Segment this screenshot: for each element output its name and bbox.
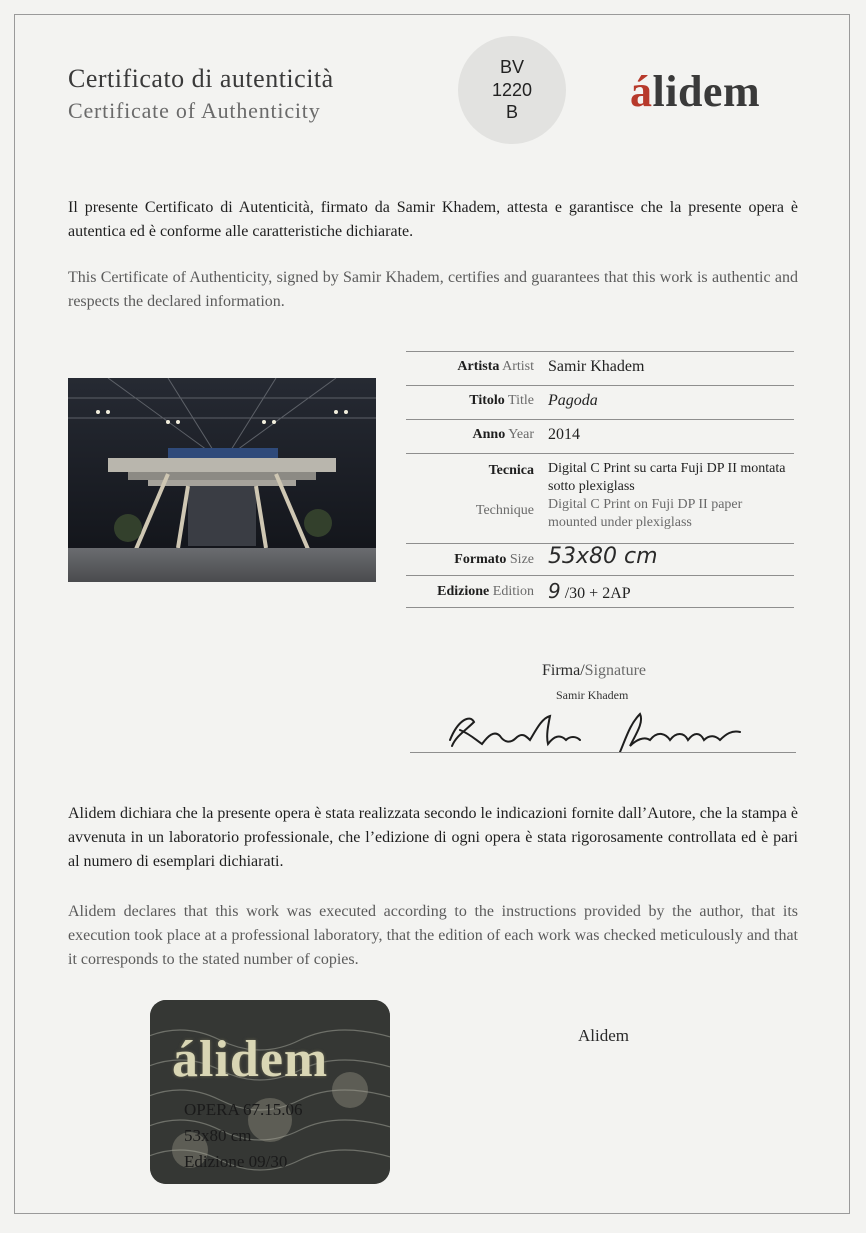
edition-total: /30 + 2AP <box>564 585 631 602</box>
hologram-logo: álidem <box>172 1031 329 1088</box>
title-label: Titolo Title <box>406 386 548 420</box>
title-value: Pagoda <box>548 386 794 420</box>
handwritten-signature <box>430 700 770 770</box>
stamp-line: 1220 <box>491 79 533 100</box>
size-label: Formato Size <box>406 544 548 576</box>
table-row <box>406 386 794 420</box>
hologram-seal <box>150 1000 390 1184</box>
logo-accent: á <box>630 67 653 116</box>
table-row <box>406 576 794 608</box>
table-row <box>406 420 794 454</box>
logo-text: lidem <box>652 67 761 116</box>
page-border <box>14 14 850 1214</box>
inventory-stamp <box>458 36 566 144</box>
declaration-text-it: Alidem dichiara che la presente opera è stata realizzata secondo le indicazioni fornite dall’Autore, che la stampa è avvenuta in un laboratorio professionale, che l’edizione di ogni opera è stata rigorosamente controllata ed è pari al numero di esemplari dichiarati. <box>68 805 798 870</box>
intro-text-en: This Certificate of Authenticity, signed by Samir Khadem, certifies and guarantees that this work is authentic and respects the declared information. <box>68 269 798 310</box>
artist-label: Artista Artist <box>406 352 548 386</box>
stamp-line: B <box>505 102 518 123</box>
artwork-details-table <box>406 351 794 608</box>
year-value: 2014 <box>548 420 794 454</box>
artist-value: Samir Khadem <box>548 352 794 386</box>
edition-label: Edizione Edition <box>406 576 548 608</box>
signature-text: Khoofem Samir <box>430 700 438 701</box>
hologram-opera: OPERA 67.15.06 <box>184 1100 303 1119</box>
technique-value: Digital C Print su carta Fuji DP II montata sotto plexiglass Digital C Print on Fuji DP II paper mounted under plexiglass <box>548 454 794 544</box>
signature-label: Firma/Signature <box>542 662 646 679</box>
hologram-size: 53x80 cm <box>184 1126 252 1145</box>
certificate-title-it: Certificato di autenticità <box>68 64 334 93</box>
technique-label: Tecnica Technique <box>406 454 548 544</box>
signature-line <box>410 752 796 753</box>
signer-name: Samir Khadem <box>556 688 629 702</box>
table-row <box>406 454 794 544</box>
issuer-signature-label: Alidem <box>578 1026 629 1045</box>
size-value: 53x80 cm <box>548 544 794 576</box>
edition-value <box>548 576 794 608</box>
hologram-edition: Edizione 09/30 <box>184 1152 288 1171</box>
declaration-text-en: Alidem declares that this work was executed according to the instructions provided by the author, that its execution took place at a professional laboratory, that the edition of each work was checked meticulously and that it corresponds to the stated number of copies. <box>68 903 798 968</box>
table-row <box>406 544 794 576</box>
alidem-logo <box>630 66 760 117</box>
year-label: Anno Year <box>406 420 548 454</box>
edition-number: 9 <box>548 579 561 603</box>
table-row <box>406 352 794 386</box>
certificate-title-en: Certificate of Authenticity <box>68 98 321 123</box>
stamp-line: BV <box>499 57 524 78</box>
artwork-photo <box>68 378 376 582</box>
intro-text-it: Il presente Certificato di Autenticità, firmato da Samir Khadem, attesta e garantisce che la presente opera è autentica ed è conforme alle caratteristiche dichiarate. <box>68 199 798 240</box>
